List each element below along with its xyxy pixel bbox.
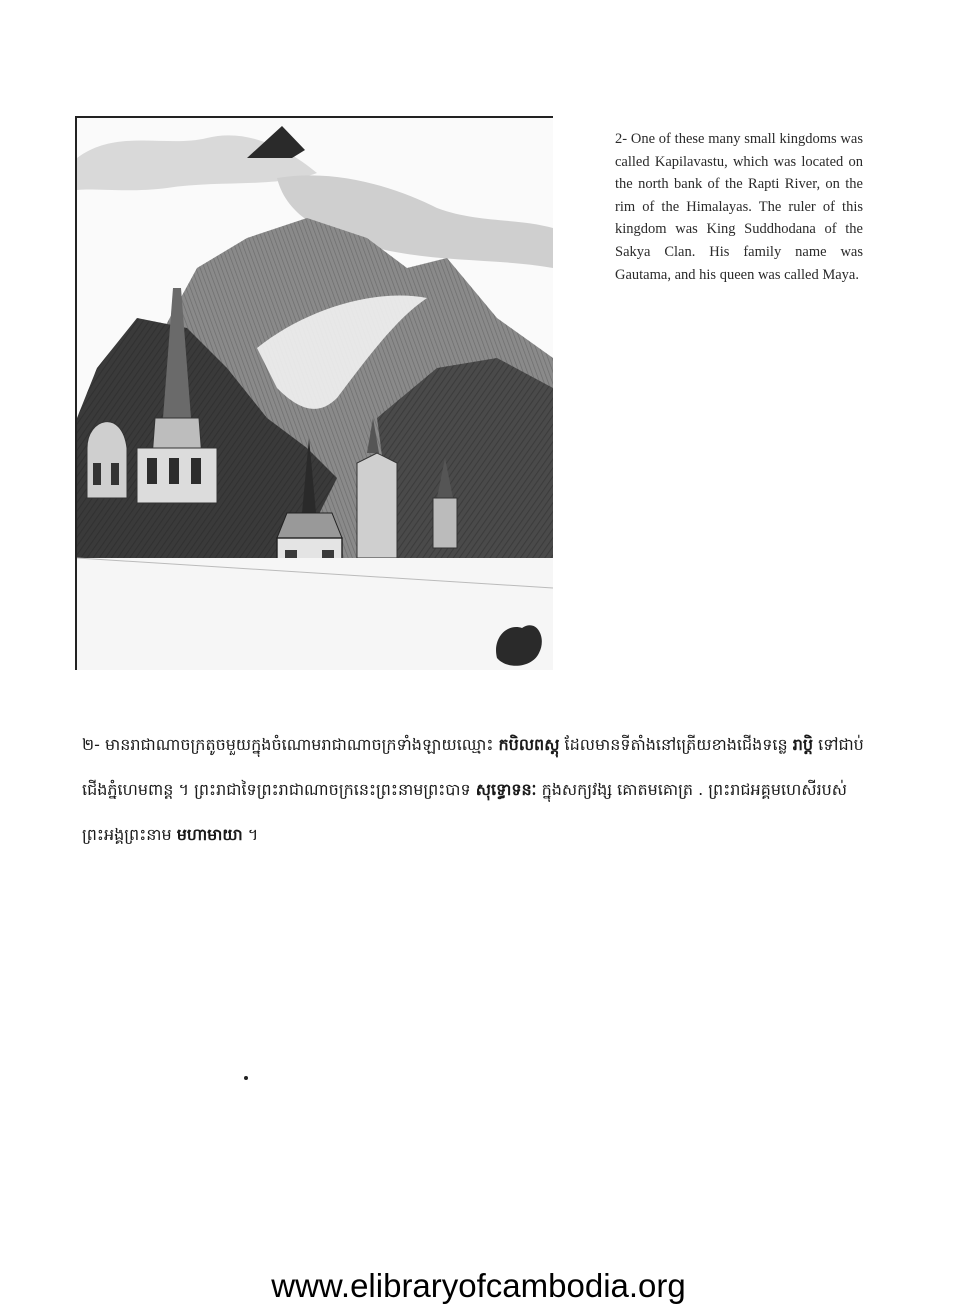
khmer-text — [82, 722, 882, 857]
english-caption — [615, 128, 863, 286]
khmer-bold-kapilavastu: កបិលពស្តុ — [498, 735, 560, 754]
khmer-bold-rapti: រាប្តិ — [792, 735, 814, 754]
caption-text: 2- One of these many small kingdoms was called Kapilavastu, which was located on the north bank of the Rapti River, on the rim of the Himalayas. The ruler of this kingdom was King Suddhodana of the Sakya Clan. His family name was Gautama, and his queen was called Maya. — [615, 131, 863, 283]
ink-speck — [244, 1076, 248, 1080]
khmer-segment-2: ដែលមានទីតាំងនៅត្រើយខាងជើងទន្លេ — [559, 735, 793, 754]
illustration-drawing — [77, 118, 553, 670]
footer-url: www.elibraryofcambodia.org — [271, 1267, 686, 1304]
khmer-bold-suddhodana: សុទ្ធោទនៈ — [475, 780, 537, 799]
khmer-segment-5: ។ — [242, 825, 259, 844]
khmer-segment-4: ក្នុងសក្យវង្ស គោតមគោត្រ . ព្រះរាជអគ្គមហេសីរបស់ព្រះអង្គព្រះនាម — [82, 780, 848, 844]
khmer-bold-mahamaya: មហាមាយា — [176, 825, 243, 844]
khmer-segment-1: ២- មានរាជាណាចក្រតូចមួយក្នុងចំណោមរាជាណាចក្រទាំងឡាយឈ្មោះ — [82, 735, 499, 754]
khmer-paragraph — [82, 722, 882, 857]
illustration-kapilavastu — [75, 116, 553, 670]
khmer-segment-3: ទៅជាប់ជើងភ្នំហេមពាន្ត ។ ព្រះរាជាទៃព្រះរាជាណាចក្រនេះព្រះនាមព្រះបាទ — [82, 735, 864, 799]
